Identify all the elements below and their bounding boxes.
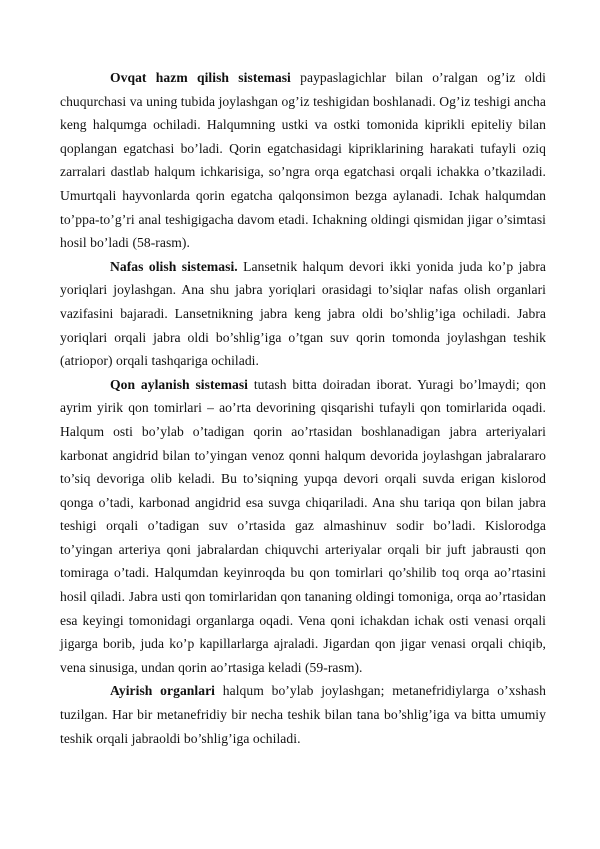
paragraph-term: Ovqat hazm qilish sistemasi [110,70,291,85]
paragraph-text: paypaslagichlar bilan o’ralgan og’iz oldi chuqurchasi va uning tubida joylashgan og’iz teshigidan boshlanadi. Og’iz teshigi ancha keng halqumga ochiladi. Halqumning ustki va ostki tomonida kiprikli epiteliy bilan qoplangan egatchasi bo’ladi. Qorin egatchasidagi kipriklarining harakati tufayli oziq zarralari dastlab halqum ichkarisiga, so’ngra orqa egatchasi orqali ichakka o’tkaziladi. Umurtqali hayvonlarda qorin egatcha qalqonsimon bezga aylanadi. Ichak halqumdan to’ppa-to’g’ri anal teshigigacha davom etadi. Ichakning oldingi qismidan jigar o’simtasi hosil bo’ladi (58-rasm). [60,70,546,251]
paragraph-text: halqum bo’ylab joylashgan; metanefridiylarga o’xshash tuzilgan. Har bir metanefridiy bir necha teshik bilan tana bo’shlig’iga va bitta umumiy teshik orqali jabraoldi bo’shlig’iga ochiladi. [60,683,546,746]
paragraph-circulatory-system [60,373,546,680]
paragraph-term: Nafas olish sistemasi. [110,258,238,274]
paragraph-text: Lansetnik halqum devori ikki yonida juda ko’p jabra yoriqlari joylashgan. Ana shu jabra yoriqlari orasidagi to’siqlar nafas olish organlari vazifasini bajaradi. Lansetnikning jabra keng jabra oldi bo’shlig’iga ochiladi. Jabra yoriqlari orqali jabra oldi bo’shlig’iga o’tgan suv qorin tomonda joylashgan teshik (atriopor) orqali tashqariga ochiladi. [60,258,546,369]
paragraph-text: tutash bitta doiradan iborat. Yuragi bo’lmaydi; qon ayrim yirik qon tomirlari – ao’rta devorining qisqarishi tufayli qon tomirlarida oqadi. Halqum osti bo’ylab o’tadigan qorin ao’rtasidan boshlanadigan jabra arteriyalari karbonat angidrid bilan to’yingan venoz qonni halqum devorida joylashgan jabralararo to’siq devoriga olib keladi. Bu to’siqning yupqa devori orqali suvda erigan kislorod qonga o’tadi, karbonad angidrid esa suvga chiqariladi. Ana shu tariqa qon bilan jabra teshigi orqali o’tadigan suv o’rtasida gaz almashinuv sodir bo’ladi. Kislorodga to’yingan arteriya qoni jabralardan chiquvchi arteriyalar orqali bir juft jabrausti qon tomiraga o’tadi. Halqumdan keyinroqda bu qon tomirlari qo’shilib toq orqa ao’rtasini hosil qiladi. Jabra usti qon tomirlaridan qon tananing oldingi tomoniga, orqa ao’rtasidan esa keyingi tomonidagi organlarga oqadi. Vena qoni ichakdan ichak osti venasi orqali jigarga borib, juda ko’p kapillarlarga ajraladi. Jigardan qon jigar venasi orqali chiqib, vena sinusiga, undan qorin ao’rtasiga keladi (59-rasm). [60,376,546,675]
paragraph-digestive-system [60,66,546,255]
page-body [60,66,546,750]
paragraph-term: Ayirish organlari [110,683,215,699]
paragraph-excretory-organs [60,679,546,750]
paragraph-respiratory-system [60,255,546,373]
paragraph-term: Qon aylanish sistemasi [110,376,249,392]
